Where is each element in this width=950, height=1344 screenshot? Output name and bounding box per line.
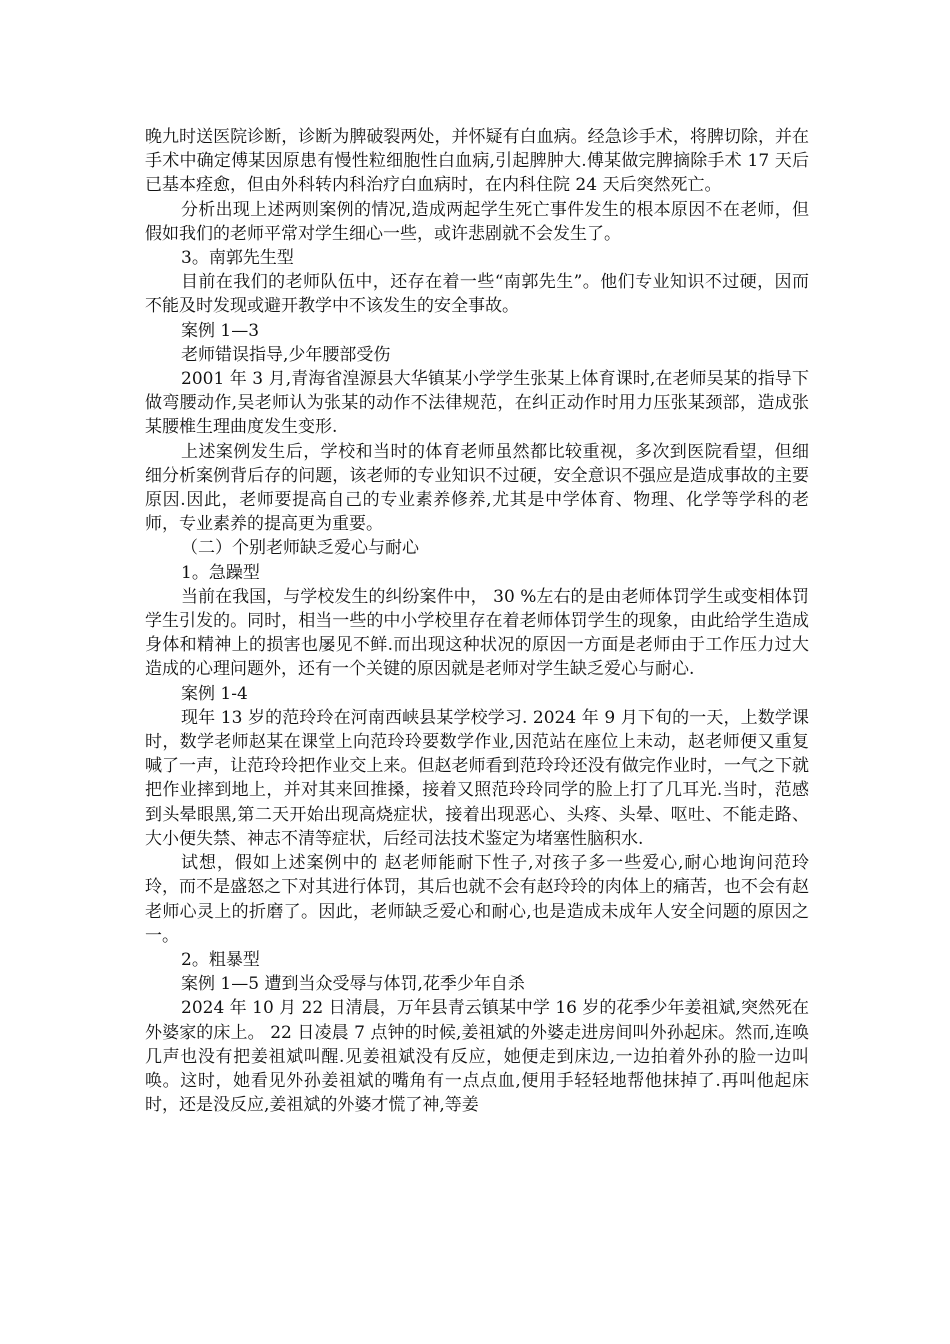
paragraph: 晚九时送医院诊断，诊断为脾破裂两处，并怀疑有白血病。经急诊手术，将脾切除，并在手术中确定傅某因原患有慢性粒细胞性白血病,引起脾肿大.傅某做完脾摘除手术 17 天后已基本痊愈，但由外科转内科治疗白血病时，在内科住院 24 天后突然死亡。 xyxy=(145,127,809,196)
paragraph: 上述案例发生后，学校和当时的体育老师虽然都比较重视，多次到医院看望，但细细分析案例背后存的问题，该老师的专业知识不过硬，安全意识不强应是造成事故的主要原因.因此，老师要提高自己的专业素养修养,尤其是中学体育、物理、化学等学科的老师，专业素养的提高更为重要。 xyxy=(145,441,809,535)
paragraph: 当前在我国，与学校发生的纠纷案件中， 30 %左右的是由老师体罚学生或变相体罚学生引发的。同时，相当一些的中小学校里存在着老师体罚学生的现象，由此给学生造成身体和精神上的损害也屡见不鲜.而出现这种状况的原因一方面是老师由于工作压力过大造成的心理问题外，还有一个关键的原因就是老师对学生缺乏爱心与耐心. xyxy=(145,586,809,680)
paragraph: 目前在我们的老师队伍中，还存在着一些“南郭先生”。他们专业知识不过硬，因而不能及时发现或避开教学中不该发生的安全事故。 xyxy=(145,272,809,317)
paragraph: 2024 年 10 月 22 日清晨，万年县青云镇某中学 16 岁的花季少年姜祖斌,突然死在外婆家的床上。 22 日凌晨 7 点钟的时候,姜祖斌的外婆走进房间叫外孙起床。然而,连唤几声也没有把姜祖斌叫醒.见姜祖斌没有反应，她便走到床边,一边拍着外孙的脸一边叫唤。这时，她看见外孙姜祖斌的嘴角有一点点血,便用手轻轻地帮他抹掉了.再叫他起床时，还是没反应,姜祖斌的外婆才慌了神,等姜 xyxy=(145,998,809,1116)
case-label: 案例 1—3 xyxy=(181,320,260,341)
section-heading: 3。南郭先生型 xyxy=(181,248,294,269)
case-label: 案例 1-4 xyxy=(181,683,248,704)
paragraph: 分析出现上述两则案例的情况,造成两起学生死亡事件发生的根本原因不在老师，但假如我们的老师平常对学生细心一些，或许悲剧就不会发生了。 xyxy=(145,199,809,244)
paragraph: 现年 13 岁的范玲玲在河南西峡县某学校学习. 2024 年 9 月下旬的一天，上数学课时，数学老师赵某在课堂上向范玲玲要数学作业,因范站在座位上未动，赵老师便又重复喊了一声，让范玲玲把作业交上来。但赵老师看到范玲玲还没有做完作业时，一气之下就把作业摔到地上，并对其来回推搡，接着又照范玲玲同学的脸上打了几耳光.当时，范感到头晕眼黑,第二天开始出现高烧症状，接着出现恶心、头疼、头晕、呕吐、不能走路、大小便失禁、神志不清等症状，后经司法技术鉴定为堵塞性脑积水. xyxy=(145,707,809,849)
section-heading: （二）个别老师缺乏爱心与耐心 xyxy=(181,538,419,559)
paragraph: 试想，假如上述案例中的 赵老师能耐下性子,对孩子多一些爱心,耐心地询问范玲玲，而不是盛怒之下对其进行体罚，其后也就不会有赵玲玲的肉体上的痛苦，也不会有赵老师心灵上的折磨了。因此，老师缺乏爱心和耐心,也是造成未成年人安全问题的原因之一。 xyxy=(145,853,809,946)
case-title: 案例 1—5 遭到当众受辱与体罚,花季少年自杀 xyxy=(181,974,525,995)
document-body xyxy=(145,125,809,1117)
paragraph: 2001 年 3 月,青海省湟源县大华镇某小学学生张某上体育课时,在老师吴某的指导下做弯腰动作,吴老师认为张某的动作不法律规范，在纠正动作时用力压张某颈部，造成张某腰椎生理曲度发生变形. xyxy=(145,369,809,438)
case-title: 老师错误指导,少年腰部受伤 xyxy=(181,344,391,365)
section-heading: 2。粗暴型 xyxy=(181,949,260,970)
section-heading: 1。急躁型 xyxy=(181,562,260,583)
